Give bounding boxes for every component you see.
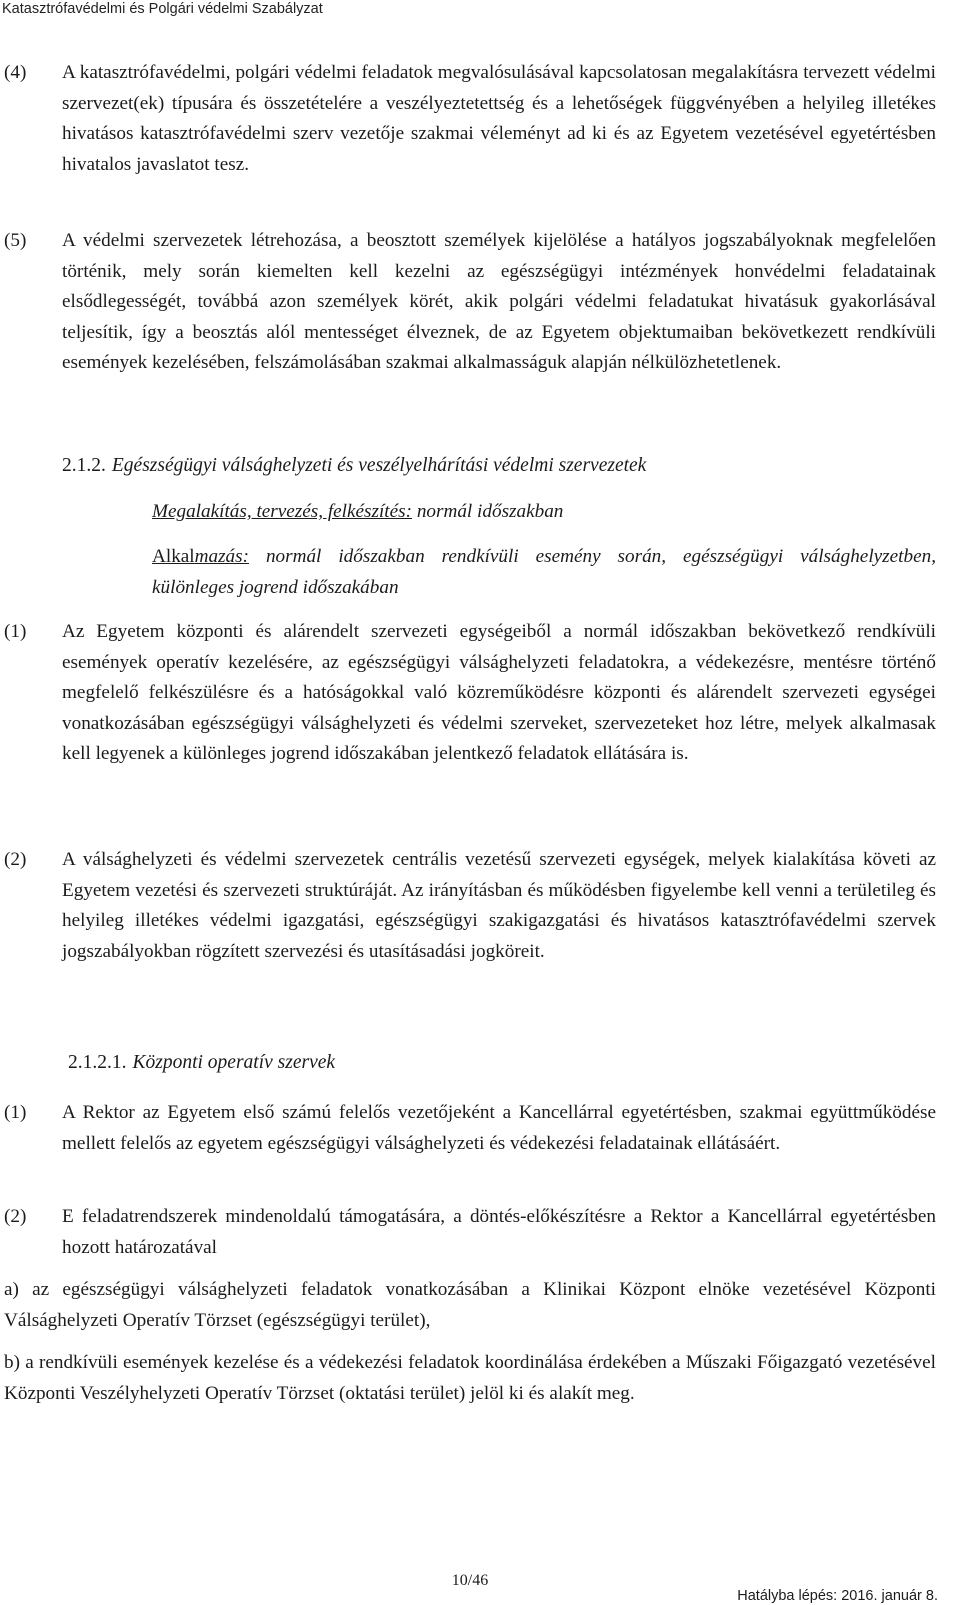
paragraph-number: (4)	[4, 62, 27, 83]
paragraph-4	[4, 58, 936, 180]
section-2-1-2-1-paragraph-2	[4, 1202, 936, 1263]
paragraph-text: A Rektor az Egyetem első számú felelős vezetőjeként a Kancellárral egyetértésben, szakmai együttműködése mellett felelős az egyetem egészségügyi válsághelyzeti és védekezési feladatainak ellátásáért.	[62, 1102, 936, 1154]
section-number: 2.1.2.1.	[68, 1052, 127, 1073]
application-label-plain: Alkal	[152, 546, 195, 567]
application-value: normál időszakban rendkívüli esemény során, egészségügyi válsághelyzetben, különleges jogrend időszakában	[152, 546, 936, 598]
effective-date: Hatályba lépés: 2016. január 8.	[737, 1588, 938, 1604]
section-number: 2.1.2.	[62, 455, 106, 476]
formation-label: Megalakítás, tervezés, felkészítés:	[152, 501, 413, 522]
section-2-1-2-1-paragraph-1	[4, 1098, 936, 1159]
list-item-b: b) a rendkívüli események kezelése és a védekezési feladatok koordinálása érdekében a Műszaki Főigazgató vezetésével Központi Veszélyhelyzeti Operatív Törzset (oktatási terület) jelöl ki és alakít meg.	[4, 1352, 936, 1404]
paragraph-text: A katasztrófavédelmi, polgári védelmi feladatok megvalósulásával kapcsolatosan megalakításra tervezett védelmi szervezet(ek) típusára és összetételére a veszélyeztetettség és a lehetőségek függvényében a helyileg illetékes hivatásos katasztrófavédelmi szerv vezetője szakmai véleményt ad ki és az Egyetem vezetésével egyetértésben hivatalos javaslatot tesz.	[62, 62, 936, 175]
section-title: Központi operatív szervek	[132, 1052, 336, 1073]
paragraph-number: (1)	[4, 1102, 27, 1123]
section-heading-2-1-2	[62, 455, 646, 477]
section-2-1-2-paragraph-2	[4, 845, 936, 967]
paragraph-number: (2)	[4, 1206, 27, 1227]
paragraph-number: (1)	[4, 621, 27, 642]
page-number: 10/46	[451, 1572, 489, 1589]
paragraph-text: Az Egyetem központi és alárendelt szervezeti egységeiből a normál időszakban bekövetkező rendkívüli események operatív kezelésére, az egészségügyi válsághelyzeti feladatokra, a védekezésre, mentésre történő megfelelő felkészülésre és a hatóságokkal való közreműködésre központi és alárendelt szervezeti egységei vonatkozásában egészségügyi válsághelyzeti és védelmi szerveket, szervezeteket hoz létre, melyek alkalmasak kell legyenek a különleges jogrend időszakában jelentkező feladatok ellátására is.	[62, 621, 936, 765]
paragraph-number: (2)	[4, 849, 27, 870]
paragraph-number: (5)	[4, 230, 27, 251]
section-heading-2-1-2-1	[68, 1052, 335, 1074]
document-header-title: Katasztrófavédelmi és Polgári védelmi Szabályzat	[2, 1, 323, 17]
paragraph-text: E feladatrendszerek mindenoldalú támogatására, a döntés-előkészítésre a Rektor a Kancellárral egyetértésben hozott határozatával	[62, 1206, 936, 1258]
section-title: Egészségügyi válsághelyzeti és veszélyelhárítási védelmi szervezetek	[111, 455, 647, 476]
formation-line	[152, 497, 936, 528]
paragraph-5	[4, 226, 936, 379]
list-item-a: a) az egészségügyi válsághelyzeti feladatok vonatkozásában a Klinikai Központ elnöke vezetésével Központi Válsághelyzeti Operatív Törzset (egészségügyi terület),	[4, 1279, 936, 1331]
paragraph-text: A védelmi szervezetek létrehozása, a beosztott személyek kijelölése a hatályos jogszabályoknak megfelelően történik, mely során kiemelten kell kezelni az egészségügyi intézmények honvédelmi feladatainak elsődlegességét, továbbá azon személyek körét, akik polgári védelmi feladatukat hivatásuk gyakorlásával teljesítik, így a beosztás alól mentességet élveznek, de az Egyetem objektumaiban bekövetkezett rendkívüli események kezelésében, felszámolásában szakmai alkalmasságuk alapján nélkülözhetetlenek.	[62, 230, 936, 374]
paragraph-text: A válsághelyzeti és védelmi szervezetek centrális vezetésű szervezeti egységek, melyek kialakítása követi az Egyetem vezetési és szervezeti struktúráját. Az irányításban és működésben figyelembe kell venni a területileg és helyileg illetékes védelmi igazgatási, egészségügyi szakigazgatási és hivatásos katasztrófavédelmi szervek jogszabályokban rögzített szervezési és utasításadási jogköreit.	[62, 849, 936, 962]
section-2-1-2-paragraph-1	[4, 617, 936, 770]
formation-value: normál időszakban	[412, 501, 564, 522]
application-label: mazás:	[194, 546, 250, 567]
application-line	[152, 542, 936, 603]
